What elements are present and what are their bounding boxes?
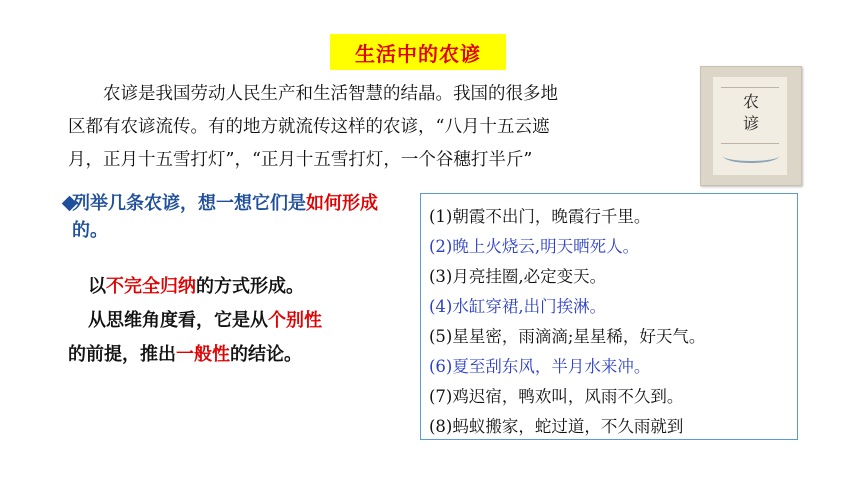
intro-line: 月，正月十五雪打灯”，“正月十五雪打灯，一个谷穗打半斤” (68, 150, 533, 170)
intro-line: 区都有农谚流传。有的地方就流传这样的农谚，“八月十五云遮 (68, 117, 550, 137)
answer-line: 从思维角度看，它是从个别性 (88, 310, 322, 331)
highlight-incomplete-induction: 不完全归纳 (106, 276, 196, 297)
book-swirl-ornament (723, 149, 779, 163)
proverb-item: (7)鸡迟宿，鸭欢叫，风雨不久到。 (429, 387, 684, 406)
title-banner (330, 34, 506, 70)
book-cover-panel (713, 77, 787, 175)
proverb-item: (1)朝霞不出门，晚霞行千里。 (429, 207, 651, 226)
highlight-individual: 个别性 (268, 310, 322, 331)
proverb-item: (6)夏至刮东风，半月水来冲。 (429, 357, 651, 376)
proverb-list-box (420, 193, 798, 440)
intro-paragraph (68, 78, 680, 177)
proverb-item: (4)水缸穿裙,出门挨淋。 (429, 297, 607, 316)
answer-line: 的前提，推出一般性的结论。 (68, 344, 302, 365)
intro-line: 农谚是我国劳动人民生产和生活智慧的结晶。我国的很多地 (103, 84, 558, 104)
answer-line: 以不完全归纳的方式形成。 (88, 276, 304, 297)
question-part: 列举几条农谚，想一想它们是 (72, 193, 306, 214)
proverb-item: (5)星星密，雨滴滴;星星稀，好天气。 (429, 327, 706, 346)
proverb-item: (2)晚上火烧云,明天晒死人。 (429, 237, 640, 256)
question-part: 的。 (72, 220, 108, 241)
highlight-general: 一般性 (176, 344, 230, 365)
book-title: 农谚 (742, 92, 759, 133)
question-text (72, 190, 392, 244)
book-decor-line (721, 87, 779, 88)
proverb-item: (8)蚂蚁搬家，蛇过道，不久雨就到 (429, 417, 684, 436)
proverb-item: (3)月亮挂圈,必定变天。 (429, 267, 607, 286)
question-highlight: 如何形成 (306, 193, 378, 214)
book-decor-line (721, 143, 779, 144)
page-title: 生活中的农谚 (355, 41, 481, 66)
answer-text (68, 270, 398, 372)
book-cover-image (700, 66, 802, 186)
